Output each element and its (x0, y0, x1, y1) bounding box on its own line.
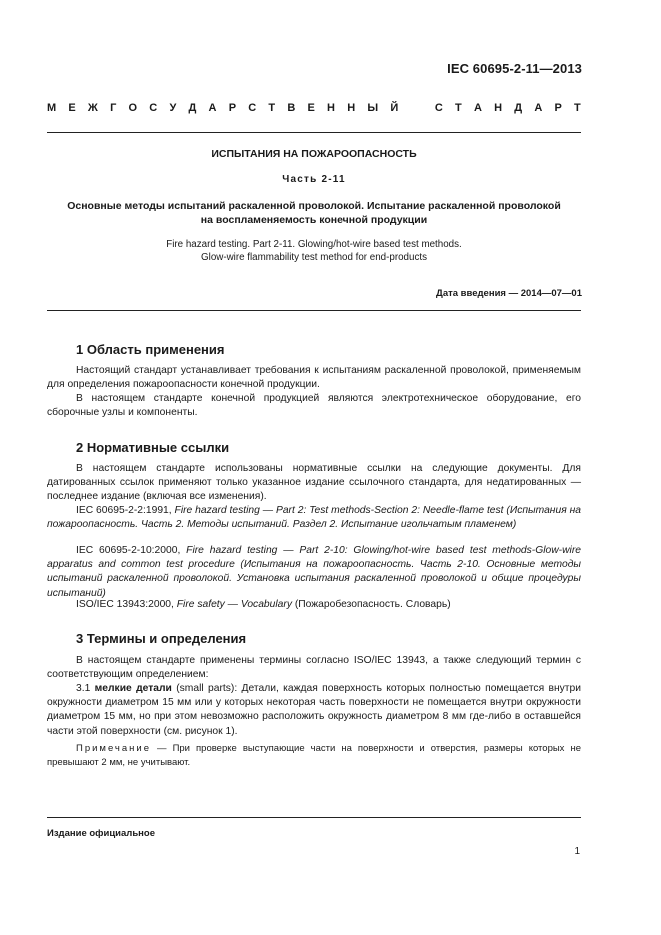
standard-heading-letter: Д (188, 102, 197, 114)
standard-heading-letter: Н (347, 102, 356, 114)
standard-heading-letter: Е (68, 102, 76, 114)
section-1-p2-text: В настоящем стандарте конечной продукцией являются электротехническое оборудование, его сборочные узлы и компоненты. (47, 393, 581, 419)
standard-heading-letter: Н (327, 102, 335, 114)
page-number: 1 (574, 846, 580, 857)
standard-heading-letter: О (128, 102, 138, 114)
main-title: ИСПЫТАНИЯ НА ПОЖАРООПАСНОСТЬ (211, 148, 417, 160)
reference-3-translation: (Пожаробезопасность. Словарь) (291, 599, 451, 610)
reference-3-code: ISO/IEC 13943:2000, (76, 599, 177, 610)
footer-divider (47, 817, 581, 818)
standard-heading-letter: Ы (367, 102, 379, 114)
standard-heading-letter: Д (514, 102, 523, 114)
section-1-paragraph-2 (47, 392, 581, 420)
term-definition (47, 682, 581, 739)
english-title-line-2: Glow-wire flammability test method for end-products (201, 252, 427, 263)
standard-heading-letter: С (434, 102, 443, 114)
section-2-heading: 2 Нормативные ссылки (76, 440, 230, 455)
standard-heading-letter: Р (228, 102, 237, 114)
reference-3-title: Fire safety — Vocabulary (176, 599, 292, 610)
standard-heading-letter: Т (455, 102, 462, 114)
reference-3 (47, 598, 581, 612)
term-definition-text: (small parts): Детали, каждая поверхность которых полностью помещается внутри окружности диаметром 15 мм или у которых некоторая часть поверхности не помещается внутри окружности диаметром 15 мм, но при этом невозможно расположить окружность диаметром 8 мм где-либо в оставшейся части этой поверхности (см. рисунок 1). (47, 683, 581, 737)
standard-heading-letter: А (473, 102, 482, 114)
standard-heading-letter: Е (307, 102, 315, 114)
standard-heading-letter: М (47, 102, 57, 114)
part-title: Часть 2-11 (282, 174, 346, 185)
standard-heading-letter: Р (554, 102, 562, 114)
subtitle-line-2: на воспламеняемость конечной продукции (200, 214, 428, 226)
introduction-date: Дата введения — 2014—07—01 (436, 288, 582, 299)
standard-type-heading (47, 102, 581, 114)
standard-heading-letter: Г (110, 102, 117, 114)
title-divider (47, 310, 581, 311)
standard-heading-letter: В (287, 102, 296, 114)
standard-heading-letter: Н (494, 102, 503, 114)
edition-label: Издание официальное (47, 828, 155, 839)
standard-heading-letter: С (149, 102, 158, 114)
standard-heading-letter: С (248, 102, 257, 114)
section-1-paragraph-1 (47, 364, 581, 392)
note-text: — При проверке выступающие части на поверхности и отверстия, размеры которых не превышают 2 мм, не учитывают. (47, 743, 581, 768)
section-2-p1-text: В настоящем стандарте использованы нормативные ссылки на следующие документы. Для датированных ссылок применяют только указанное издание ссылочного стандарта, для недатированных — последнее издание (включая все изменения). (47, 463, 581, 503)
standard-heading-letter: А (534, 102, 543, 114)
standard-heading-letter: У (169, 102, 177, 114)
note (47, 742, 581, 770)
reference-1-title: Fire hazard testing — Part 2: Test methods-Section 2: Needle-flame test (Испытания на пожароопасность. Часть 2. Методы испытаний. Раздел 2. Испытание игольчатым пламенем) (47, 505, 581, 531)
reference-1-code: IEC 60695-2-2:1991, (76, 505, 175, 516)
section-3-p1-text: В настоящем стандарте применены термины согласно ISO/IEC 13943, а также следующий термин с соответствующим определением: (47, 655, 581, 681)
section-1-heading: 1 Область применения (76, 342, 225, 357)
section-2-paragraph-1 (47, 462, 581, 505)
section-3-paragraph-1 (47, 654, 581, 682)
reference-2-title: Fire hazard testing — Part 2-10: Glowing/hot-wire based test methods-Glow-wire apparatus and common test procedure (Испытания на пожароопасность. Часть 2-10. Основные методы испытаний раскаленной проволокой. Установка испытания раскаленной проволокой и общие процедуры испытаний) (47, 545, 581, 599)
standard-heading-letter: Т (574, 102, 581, 114)
note-label: Примечание (76, 743, 151, 754)
standard-heading-letter: А (208, 102, 217, 114)
term-number: 3.1 (76, 683, 95, 694)
standard-heading-letter: Й (390, 102, 399, 114)
subtitle-line-1: Основные методы испытаний раскаленной проволокой. Испытание раскаленной проволокой (67, 200, 561, 212)
section-3-heading: 3 Термины и определения (76, 631, 247, 646)
reference-1 (47, 504, 581, 532)
term: мелкие детали (94, 683, 172, 694)
document-code: IEC 60695-2-11—2013 (447, 61, 582, 76)
reference-2 (47, 544, 581, 601)
subtitle (47, 199, 581, 227)
section-1-p1-text: Настоящий стандарт устанавливает требования к испытаниям раскаленной проволокой, применяемым для определения пожароопасности конечной продукции. (47, 365, 581, 391)
reference-2-code: IEC 60695-2-10:2000, (76, 545, 187, 556)
english-title (47, 238, 581, 264)
standard-heading-letter: Т (268, 102, 276, 114)
standard-heading-letter: Ж (87, 102, 98, 114)
header-divider (47, 132, 581, 133)
english-title-line-1: Fire hazard testing. Part 2-11. Glowing/hot-wire based test methods. (166, 239, 462, 250)
